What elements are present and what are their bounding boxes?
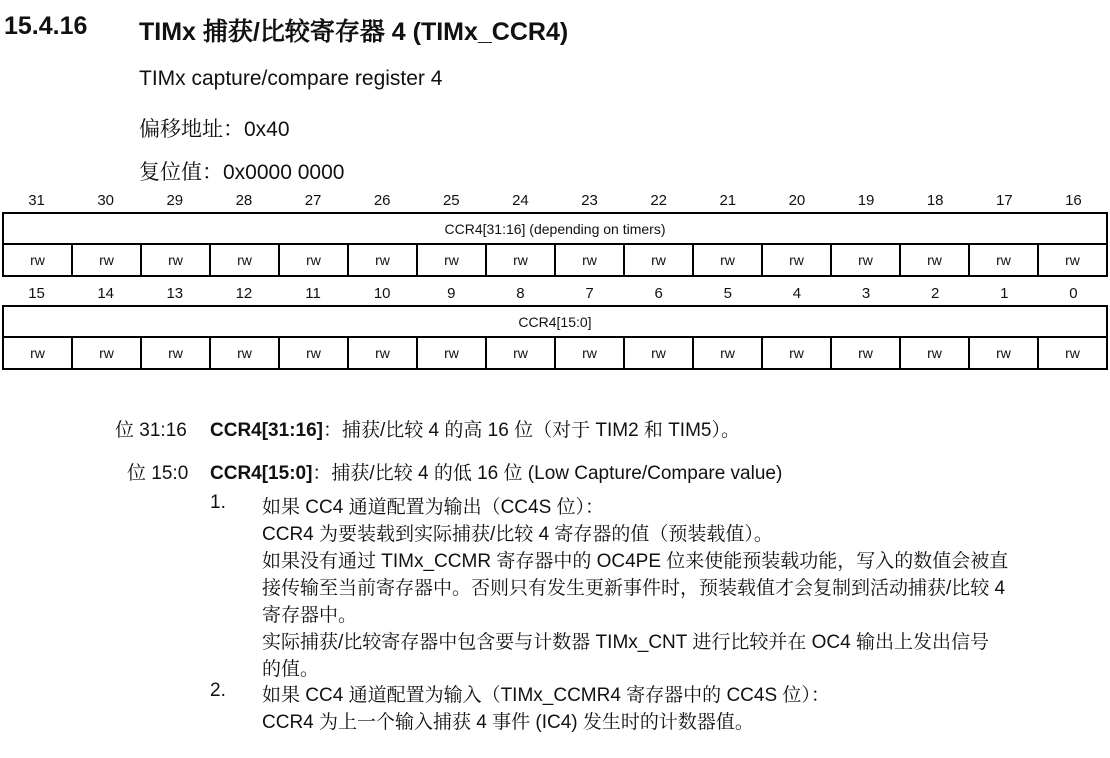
access-rw: rw: [278, 245, 347, 275]
access-rw: rw: [1037, 245, 1106, 275]
bit-number: 31: [28, 192, 45, 209]
bit-number: 9: [447, 285, 456, 302]
bit-number: 8: [516, 285, 525, 302]
bit-number: 21: [719, 192, 737, 209]
access-rw: rw: [485, 338, 554, 368]
desc-low: [210, 458, 782, 485]
bit-number: 25: [442, 192, 460, 209]
bit-number: 17: [995, 192, 1013, 209]
access-rw: rw: [761, 338, 830, 368]
bit-number: 5: [723, 285, 732, 302]
bit-number: 28: [235, 192, 253, 209]
bit-number: 4: [792, 285, 802, 302]
access-rw: rw: [140, 245, 209, 275]
field-description: ：捕获/比较 4 的低 16 位 (Low Capture/Compare value): [312, 463, 783, 484]
section-title: TIMx 捕获/比较寄存器 4 (TIMx_CCR4): [139, 18, 569, 46]
register-low-half: [2, 285, 1108, 370]
bit-number: 1: [1000, 285, 1009, 302]
field-name: CCR4[31:16]: [210, 420, 323, 441]
list-text-line: 实际捕获/比较寄存器中包含要与计数器 TIMx_CNT 进行比较并在 OC4 输出上发出信号: [262, 632, 989, 653]
access-rw: rw: [416, 245, 485, 275]
access-rw: rw: [623, 245, 692, 275]
bit-number: 29: [166, 192, 184, 209]
bit-number: 23: [581, 192, 598, 209]
access-rw: rw: [761, 245, 830, 275]
bit-number: 15: [28, 285, 45, 302]
access-rw: rw: [1037, 338, 1106, 368]
access-rw: rw: [692, 245, 761, 275]
bit-number: 26: [373, 192, 391, 209]
list-text-line: 接传输至当前寄存器中。否则只有发生更新事件时，预装载值才会复制到活动捕获/比较 4: [262, 578, 1006, 599]
access-rw: rw: [968, 245, 1037, 275]
bit-number: 6: [654, 285, 663, 302]
access-rw: rw: [554, 245, 623, 275]
access-rw: rw: [830, 338, 899, 368]
access-rw: rw: [30, 252, 45, 268]
offset-address: 偏移地址：0x40: [139, 118, 290, 141]
access-rw: rw: [899, 338, 968, 368]
field-name: CCR4[15:0]: [210, 463, 313, 484]
access-row-high: [2, 245, 1108, 277]
access-rw: rw: [416, 338, 485, 368]
list-text-line: 如果 CC4 通道配置为输出（CC4S 位）：: [262, 497, 605, 518]
access-rw: rw: [485, 245, 554, 275]
bit-number: 19: [857, 192, 875, 209]
list-text-line: CCR4 为要装载到实际捕获/比较 4 寄存器的值（预装载值）。: [262, 524, 773, 545]
bit-numbers-high: [2, 192, 1108, 212]
access-rw: rw: [140, 338, 209, 368]
bit-number: 2: [931, 285, 940, 302]
bit-number: 22: [650, 192, 668, 209]
access-rw: rw: [899, 245, 968, 275]
bit-numbers-low: [2, 285, 1108, 305]
access-rw: rw: [30, 345, 45, 361]
list-number: 2.: [210, 680, 226, 701]
bit-number: 13: [166, 285, 184, 302]
bit-number: 11: [305, 285, 321, 302]
access-rw: rw: [692, 338, 761, 368]
bit-number: 30: [97, 192, 115, 209]
bit-number: 24: [512, 192, 529, 209]
list-number: 1.: [210, 492, 226, 513]
bit-number: 20: [788, 192, 806, 209]
access-rw: rw: [209, 245, 278, 275]
access-rw: rw: [71, 245, 140, 275]
bit-number: 3: [861, 285, 871, 302]
bit-number: 12: [235, 285, 253, 302]
register-english-name: TIMx capture/compare register 4: [139, 67, 443, 90]
list-text-line: 如果没有通过 TIMx_CCMR 寄存器中的 OC4PE 位来使能预装载功能，写入的数值会被直: [262, 551, 1009, 572]
access-rw: rw: [830, 245, 899, 275]
desc-bits-31-16: 位 31:16: [115, 420, 187, 441]
desc-high: [210, 415, 740, 442]
register-high-half: [2, 192, 1108, 277]
section-number: 15.4.16: [4, 12, 88, 40]
access-rw: rw: [71, 338, 140, 368]
list-text-line: 寄存器中。: [262, 605, 358, 626]
desc-bits-15-0: 位 15:0: [127, 463, 189, 484]
field-ccr4-low: CCR4[15:0]: [2, 305, 1108, 338]
access-rw: rw: [968, 338, 1037, 368]
list-text-line: CCR4 为上一个输入捕获 4 事件 (IC4) 发生时的计数器值。: [262, 712, 754, 733]
reset-value: 复位值：0x0000 0000: [139, 161, 345, 184]
access-rw: rw: [209, 338, 278, 368]
access-rw: rw: [554, 338, 623, 368]
bit-number: 14: [97, 285, 115, 302]
access-rw: rw: [278, 338, 347, 368]
bit-number: 7: [585, 285, 594, 302]
access-row-low: [2, 338, 1108, 370]
access-rw: rw: [347, 245, 416, 275]
bit-number: 27: [304, 192, 322, 209]
list-text-line: 如果 CC4 通道配置为输入（TIMx_CCMR4 寄存器中的 CC4S 位）：: [262, 685, 830, 706]
bit-number: 18: [926, 192, 944, 209]
bit-number: 10: [373, 285, 391, 302]
list-text-line: 的值。: [262, 659, 320, 680]
bit-number: 0: [1069, 285, 1078, 302]
access-rw: rw: [623, 338, 692, 368]
bit-number: 16: [1065, 192, 1082, 209]
field-description: ：捕获/比较 4 的高 16 位（对于 TIM2 和 TIM5）。: [322, 420, 740, 441]
access-rw: rw: [347, 338, 416, 368]
field-ccr4-high: CCR4[31:16] (depending on timers): [2, 212, 1108, 245]
